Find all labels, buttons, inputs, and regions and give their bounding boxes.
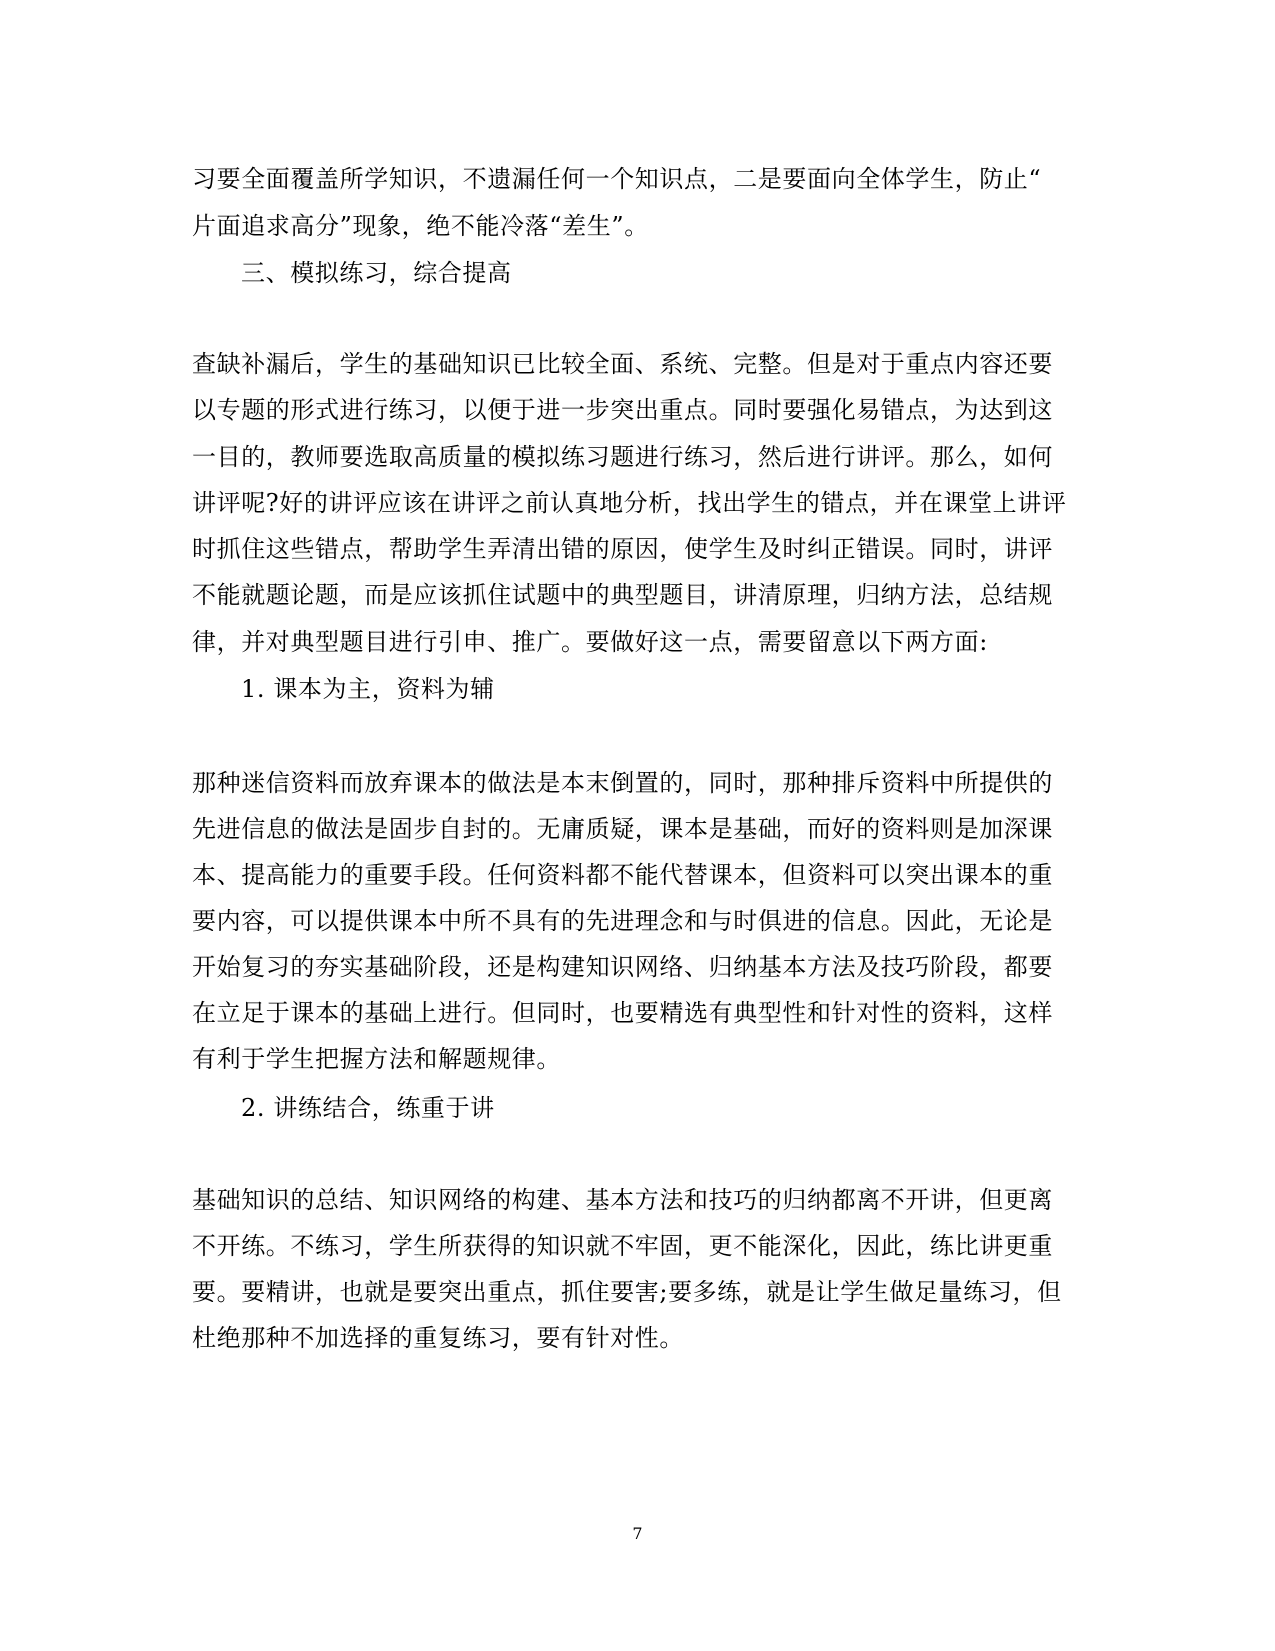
paragraph-line: 不开练。不练习，学生所获得的知识就不牢固，更不能深化，因此，练比讲更重: [192, 1232, 1053, 1260]
paragraph-line: 杜绝那种不加选择的重复练习，要有针对性。: [192, 1324, 684, 1352]
paragraph-line: 律，并对典型题目进行引申、推广。要做好这一点，需要留意以下两方面:: [192, 628, 988, 656]
subsection-heading: 2. 讲练结合，练重于讲: [241, 1094, 495, 1122]
paragraph-line: 片面追求高分”现象，绝不能冷落“差生”。: [192, 212, 649, 240]
paragraph-line: 以专题的形式进行练习，以便于进一步突出重点。同时要强化易错点，为达到这: [192, 396, 1053, 424]
section-heading: 三、模拟练习，综合提高: [241, 259, 512, 287]
paragraph-line: 基础知识的总结、知识网络的构建、基本方法和技巧的归纳都离不开讲，但更离: [192, 1186, 1053, 1214]
paragraph-line: 要内容，可以提供课本中所不具有的先进理念和与时俱进的信息。因此，无论是: [192, 907, 1053, 935]
paragraph-line: 一目的，教师要选取高质量的模拟练习题进行练习，然后进行讲评。那么，如何: [192, 443, 1053, 471]
paragraph-line: 要。要精讲，也就是要突出重点，抓住要害;要多练，就是让学生做足量练习，但: [192, 1278, 1062, 1306]
paragraph-line: 习要全面覆盖所学知识，不遗漏任何一个知识点，二是要面向全体学生，防止“: [192, 165, 1042, 193]
page-number: 7: [632, 1524, 643, 1543]
paragraph-line: 那种迷信资料而放弃课本的做法是本末倒置的，同时，那种排斥资料中所提供的: [192, 769, 1053, 797]
paragraph-line: 有利于学生把握方法和解题规律。: [192, 1045, 561, 1073]
paragraph-line: 讲评呢?好的讲评应该在讲评之前认真地分析，找出学生的错点，并在课堂上讲评: [192, 489, 1067, 517]
paragraph-line: 不能就题论题，而是应该抓住试题中的典型题目，讲清原理，归纳方法，总结规: [192, 581, 1053, 609]
paragraph-line: 本、提高能力的重要手段。任何资料都不能代替课本，但资料可以突出课本的重: [192, 861, 1053, 889]
paragraph-line: 先进信息的做法是固步自封的。无庸质疑，课本是基础，而好的资料则是加深课: [192, 815, 1053, 843]
paragraph-line: 查缺补漏后，学生的基础知识已比较全面、系统、完整。但是对于重点内容还要: [192, 350, 1053, 378]
paragraph-line: 开始复习的夯实基础阶段，还是构建知识网络、归纳基本方法及技巧阶段，都要: [192, 953, 1053, 981]
paragraph-line: 在立足于课本的基础上进行。但同时，也要精选有典型性和针对性的资料，这样: [192, 999, 1053, 1027]
paragraph-line: 时抓住这些错点，帮助学生弄清出错的原因，使学生及时纠正错误。同时，讲评: [192, 535, 1053, 563]
subsection-heading: 1. 课本为主，资料为辅: [241, 675, 495, 703]
